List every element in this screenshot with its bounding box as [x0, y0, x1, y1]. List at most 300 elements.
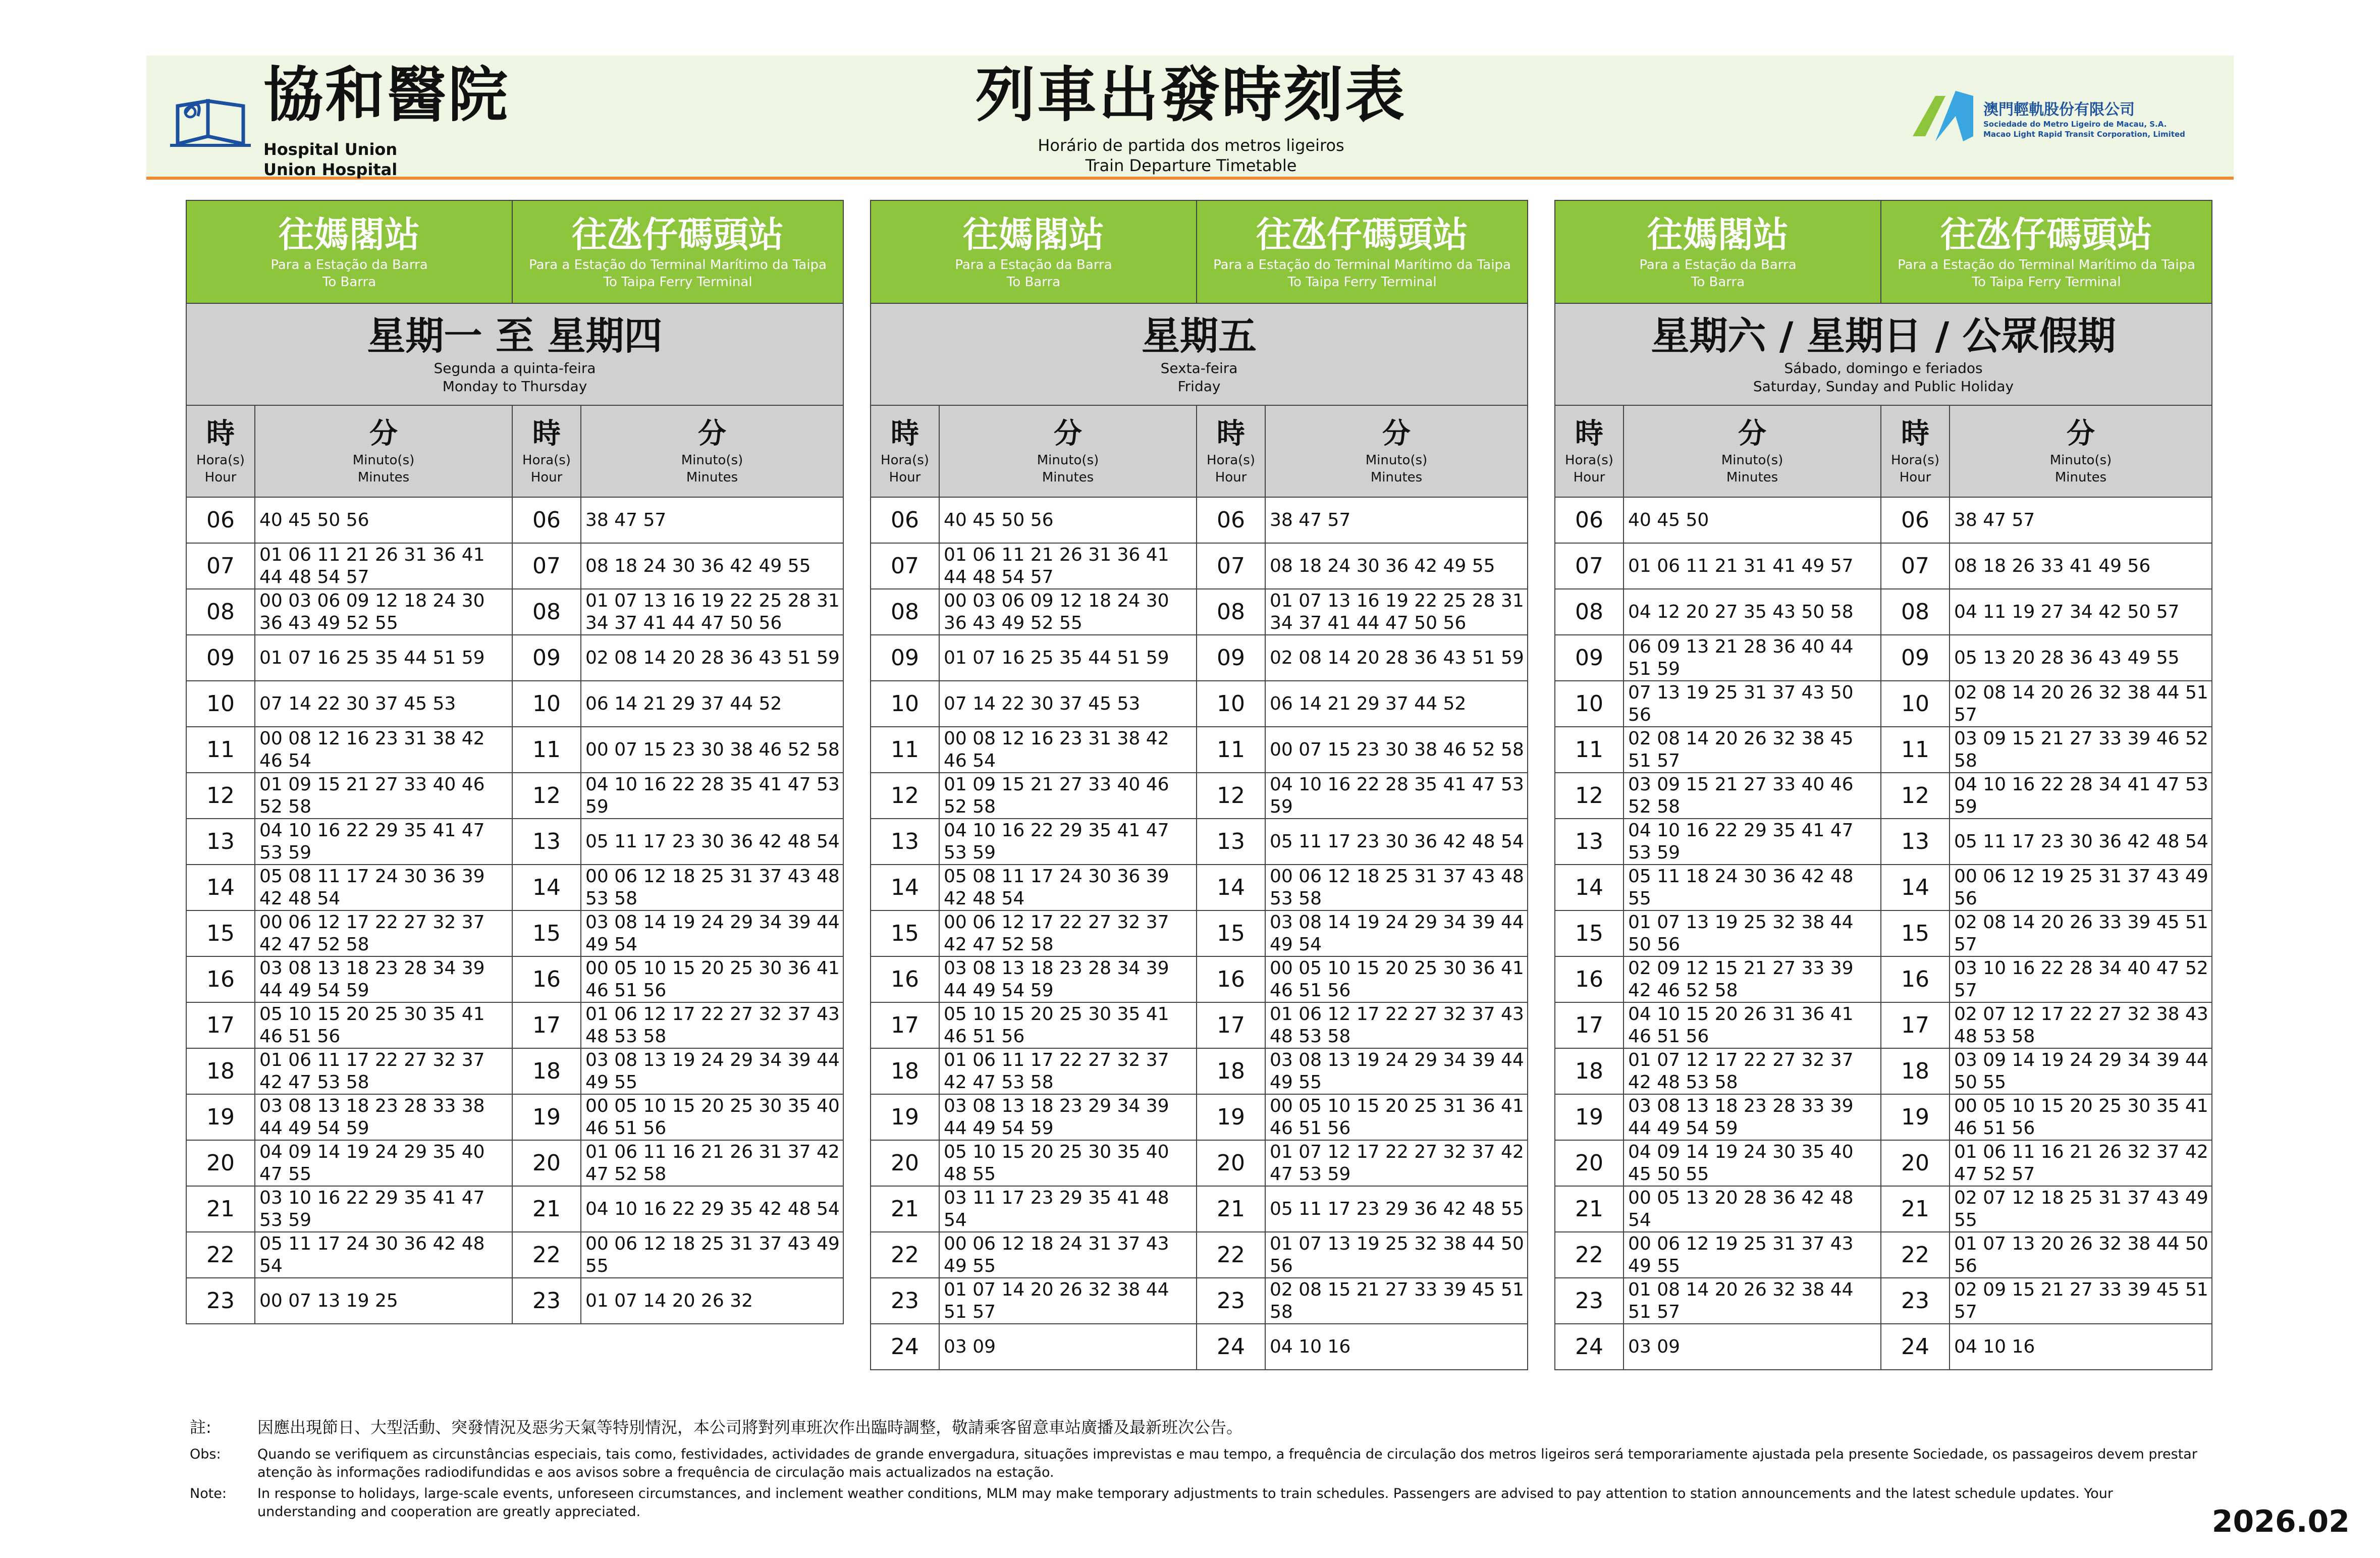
- direction-taipa-cn: 往氹仔碼頭站: [1256, 214, 1469, 255]
- day-header-row: [186, 303, 843, 405]
- table-row: [1555, 1048, 2212, 1094]
- hour-cell-barra: 17: [186, 1002, 255, 1048]
- minute-column-header: [1265, 405, 1528, 497]
- hour-cell-taipa: 07: [1197, 543, 1265, 589]
- minutes-cell-barra: 01 06 11 17 22 27 32 37 42 47 53 58: [255, 1048, 512, 1094]
- day-type-en: Saturday, Sunday and Public Holiday: [1753, 378, 2014, 395]
- table-row: [871, 956, 1528, 1002]
- table-row: [186, 1186, 843, 1232]
- minutes-cell-barra: 00 06 12 17 22 27 32 37 42 47 52 58: [255, 910, 512, 956]
- hour-cell-taipa: 21: [1197, 1186, 1265, 1232]
- minutes-cell-barra: 05 08 11 17 24 30 36 39 42 48 54: [255, 865, 512, 910]
- hour-header-en: Hour: [1899, 470, 1931, 485]
- minutes-cell-barra: 04 10 16 22 29 35 41 47 53 59: [1624, 819, 1881, 865]
- hour-cell-taipa: 09: [1881, 635, 1950, 681]
- hour-cell-taipa: 19: [1881, 1094, 1950, 1140]
- minutes-cell-taipa: 00 06 12 19 25 31 37 43 49 56: [1950, 865, 2212, 910]
- hour-header-pt: Hora(s): [522, 453, 571, 468]
- table-row: [186, 1140, 843, 1186]
- table-row: [1555, 1140, 2212, 1186]
- direction-taipa-cn: 往氹仔碼頭站: [572, 214, 784, 255]
- direction-taipa-pt: Para a Estação do Terminal Marítimo da Taipa: [1213, 257, 1511, 273]
- direction-taipa: [1881, 200, 2212, 303]
- hour-cell-barra: 24: [1555, 1324, 1624, 1370]
- minutes-cell-taipa: 02 08 14 20 26 32 38 44 51 57: [1950, 681, 2212, 727]
- hour-cell-taipa: 13: [1197, 819, 1265, 865]
- hour-cell-taipa: 10: [1881, 681, 1950, 727]
- table-row: [871, 589, 1528, 635]
- minutes-cell-taipa: 00 05 10 15 20 25 31 36 41 46 51 56: [1265, 1094, 1528, 1140]
- hour-header-cn: 時: [1575, 417, 1603, 450]
- hour-header-pt: Hora(s): [1565, 453, 1613, 468]
- hour-header-cn: 時: [1901, 417, 1930, 450]
- direction-barra-en: To Barra: [1691, 275, 1745, 290]
- day-type-en: Friday: [1177, 378, 1221, 395]
- minutes-cell-taipa: 06 14 21 29 37 44 52: [581, 681, 843, 727]
- direction-taipa-cn: 往氹仔碼頭站: [1940, 214, 2153, 255]
- minutes-cell-taipa: 05 11 17 23 30 36 42 48 54: [1265, 819, 1528, 865]
- minutes-cell-taipa: 08 18 24 30 36 42 49 55: [581, 543, 843, 589]
- hour-cell-barra: 10: [186, 681, 255, 727]
- timetable-friday: [870, 200, 1527, 1370]
- table-row: [186, 910, 843, 956]
- hour-cell-barra: 19: [1555, 1094, 1624, 1140]
- table-row: [1555, 727, 2212, 773]
- table-row: [871, 1048, 1528, 1094]
- hour-cell-taipa: 07: [512, 543, 581, 589]
- hour-cell-taipa: 19: [1197, 1094, 1265, 1140]
- minutes-cell-taipa: 03 10 16 22 28 34 40 47 52 57: [1950, 956, 2212, 1002]
- minutes-cell-taipa: 38 47 57: [1265, 497, 1528, 543]
- hour-header-cn: 時: [532, 417, 561, 450]
- table-row: [871, 1232, 1528, 1278]
- hour-cell-taipa: 08: [1197, 589, 1265, 635]
- minutes-cell-barra: 00 08 12 16 23 31 38 42 46 54: [939, 727, 1197, 773]
- hour-cell-taipa: 15: [512, 910, 581, 956]
- hour-cell-barra: 13: [871, 819, 939, 865]
- minutes-cell-barra: 40 45 50: [1624, 497, 1881, 543]
- direction-header-row: [1555, 200, 2212, 303]
- hour-header-pt: Hora(s): [196, 453, 245, 468]
- direction-barra-en: To Barra: [1006, 275, 1061, 290]
- hour-cell-barra: 15: [871, 910, 939, 956]
- note-pt-label: Obs:: [190, 1446, 221, 1462]
- minutes-cell-barra: 05 11 17 24 30 36 42 48 54: [255, 1232, 512, 1278]
- hour-cell-barra: 17: [1555, 1002, 1624, 1048]
- note-en-label: Note:: [190, 1486, 227, 1501]
- hour-cell-barra: 14: [186, 865, 255, 910]
- minutes-cell-barra: 04 10 16 22 29 35 41 47 53 59: [255, 819, 512, 865]
- edition-date: 2026.02: [2211, 1504, 2350, 1539]
- hour-cell-barra: 14: [1555, 865, 1624, 910]
- table-row: [186, 543, 843, 589]
- hour-column-header: [1197, 405, 1265, 497]
- hour-cell-barra: 22: [186, 1232, 255, 1278]
- hour-cell-taipa: 06: [1881, 497, 1950, 543]
- hour-header-en: Hour: [204, 470, 237, 485]
- hour-cell-taipa: 12: [512, 773, 581, 819]
- day-type-cn: 星期五: [1142, 313, 1257, 358]
- direction-barra: [186, 200, 512, 303]
- minutes-cell-barra: 04 12 20 27 35 43 50 58: [1624, 589, 1881, 635]
- hour-cell-barra: 08: [186, 589, 255, 635]
- minutes-cell-taipa: 01 07 13 19 25 32 38 44 50 56: [1265, 1232, 1528, 1278]
- direction-taipa-pt: Para a Estação do Terminal Marítimo da Taipa: [1898, 257, 2195, 273]
- hour-cell-barra: 11: [1555, 727, 1624, 773]
- hour-cell-barra: 06: [1555, 497, 1624, 543]
- table-row: [871, 1140, 1528, 1186]
- hour-cell-taipa: 16: [1197, 956, 1265, 1002]
- minutes-cell-barra: 00 08 12 16 23 31 38 42 46 54: [255, 727, 512, 773]
- note-en: [190, 1485, 2203, 1521]
- hour-cell-taipa: 20: [1881, 1140, 1950, 1186]
- minutes-cell-barra: 03 09: [1624, 1324, 1881, 1370]
- table-row: [1555, 773, 2212, 819]
- hour-cell-barra: 22: [1555, 1232, 1624, 1278]
- hour-cell-taipa: 14: [1197, 865, 1265, 910]
- direction-taipa-pt: Para a Estação do Terminal Marítimo da Taipa: [529, 257, 827, 273]
- hour-cell-barra: 08: [1555, 589, 1624, 635]
- hour-cell-barra: 20: [1555, 1140, 1624, 1186]
- table-row: [1555, 1186, 2212, 1232]
- direction-taipa: [512, 200, 843, 303]
- minute-header-pt: Minuto(s): [681, 453, 743, 468]
- hour-column-header: [512, 405, 581, 497]
- minutes-cell-taipa: 03 09 14 19 24 29 34 39 44 50 55: [1950, 1048, 2212, 1094]
- minutes-cell-barra: 05 10 15 20 25 30 35 41 46 51 56: [939, 1002, 1197, 1048]
- direction-barra-pt: Para a Estação da Barra: [1639, 257, 1797, 273]
- minute-header-en: Minutes: [1726, 470, 1778, 485]
- hour-cell-taipa: 16: [1881, 956, 1950, 1002]
- minutes-cell-taipa: 05 11 17 23 29 36 42 48 55: [1265, 1186, 1528, 1232]
- company-name: [1983, 101, 2215, 139]
- hour-column-header: [1555, 405, 1624, 497]
- minutes-cell-taipa: 04 10 16 22 29 35 42 48 54: [581, 1186, 843, 1232]
- minutes-cell-barra: 05 11 18 24 30 36 42 48 55: [1624, 865, 1881, 910]
- hour-header-en: Hour: [530, 470, 563, 485]
- minutes-cell-taipa: 04 10 16 22 28 35 41 47 53 59: [1265, 773, 1528, 819]
- minutes-cell-taipa: 02 09 15 21 27 33 39 45 51 57: [1950, 1278, 2212, 1324]
- direction-barra: [1555, 200, 1881, 303]
- minutes-cell-taipa: 00 06 12 18 25 31 37 43 48 53 58: [1265, 865, 1528, 910]
- hour-cell-taipa: 24: [1881, 1324, 1950, 1370]
- day-type: [186, 303, 843, 405]
- hour-column-header: [871, 405, 939, 497]
- hospital-name-cn: 協和醫院: [263, 60, 510, 130]
- hour-cell-taipa: 14: [512, 865, 581, 910]
- page-subtitle: [807, 135, 1575, 176]
- direction-barra-cn: 往媽閣站: [1647, 214, 1789, 255]
- minute-header-cn: 分: [1738, 417, 1766, 450]
- minutes-cell-barra: 00 06 12 19 25 31 37 43 49 55: [1624, 1232, 1881, 1278]
- hour-header-pt: Hora(s): [1207, 453, 1255, 468]
- day-type-cn: 星期一 至 星期四: [367, 313, 663, 358]
- minutes-cell-barra: 01 07 13 19 25 32 38 44 50 56: [1624, 910, 1881, 956]
- note-pt-text: Quando se verifiquem as circunstâncias especiais, tais como, festividades, actividades de grande envergadura, situações imprevistas e mau tempo, a frequência de circulação dos metros ligeiros será temporariamente ajustada pela presente Sociedade, os passageiros devem prestar atenção às informações radiodifundidas e aos avisos sobre a frequência de circulação mais actualizados na estação.: [257, 1446, 2197, 1480]
- table-row: [871, 819, 1528, 865]
- hour-cell-taipa: 23: [1881, 1278, 1950, 1324]
- hospital-logo-icon: [168, 86, 253, 151]
- minutes-cell-taipa: 01 06 11 16 21 26 31 37 42 47 52 58: [581, 1140, 843, 1186]
- table-row: [1555, 543, 2212, 589]
- hour-cell-barra: 18: [1555, 1048, 1624, 1094]
- table-row: [1555, 1278, 2212, 1324]
- minutes-cell-taipa: 00 06 12 18 25 31 37 43 49 55: [581, 1232, 843, 1278]
- minutes-cell-barra: 05 10 15 20 25 30 35 41 46 51 56: [255, 1002, 512, 1048]
- timetable-weekend-holiday: [1554, 200, 2211, 1370]
- column-header-row: [871, 405, 1528, 497]
- hour-header-cn: 時: [891, 417, 919, 450]
- hour-cell-taipa: 15: [1881, 910, 1950, 956]
- hour-cell-barra: 07: [186, 543, 255, 589]
- minutes-cell-taipa: 01 07 13 20 26 32 38 44 50 56: [1950, 1232, 2212, 1278]
- minutes-cell-barra: 00 06 12 18 24 31 37 43 49 55: [939, 1232, 1197, 1278]
- hour-cell-taipa: 06: [512, 497, 581, 543]
- table-row: [1555, 910, 2212, 956]
- minutes-cell-taipa: 04 10 16 22 28 35 41 47 53 59: [581, 773, 843, 819]
- hour-cell-barra: 07: [871, 543, 939, 589]
- hour-cell-taipa: 21: [512, 1186, 581, 1232]
- hour-header-pt: Hora(s): [881, 453, 929, 468]
- table-row: [871, 543, 1528, 589]
- minutes-cell-barra: 03 08 13 18 23 28 33 39 44 49 54 59: [1624, 1094, 1881, 1140]
- minutes-cell-taipa: 02 07 12 18 25 31 37 43 49 55: [1950, 1186, 2212, 1232]
- minutes-cell-taipa: 02 08 14 20 28 36 43 51 59: [581, 635, 843, 681]
- hour-cell-taipa: 17: [1197, 1002, 1265, 1048]
- direction-taipa-en: To Taipa Ferry Terminal: [1287, 275, 1437, 290]
- day-type: [871, 303, 1528, 405]
- minutes-cell-barra: 00 03 06 09 12 18 24 30 36 43 49 52 55: [939, 589, 1197, 635]
- table-row: [871, 727, 1528, 773]
- hour-cell-taipa: 06: [1197, 497, 1265, 543]
- note-en-text: In response to holidays, large-scale events, unforeseen circumstances, and inclement weather conditions, MLM may make temporary adjustments to train schedules. Passengers are advised to pay attention to station announcements and the latest schedule updates. Your understanding and cooperation are greatly appreciated.: [257, 1486, 2114, 1520]
- company-name-en: Macao Light Rapid Transit Corporation, Limited: [1983, 130, 2185, 139]
- minutes-cell-barra: 00 05 13 20 28 36 42 48 54: [1624, 1186, 1881, 1232]
- hour-cell-taipa: 17: [512, 1002, 581, 1048]
- hour-cell-taipa: 16: [512, 956, 581, 1002]
- day-type-pt: Sexta-feira: [1160, 360, 1238, 377]
- minutes-cell-barra: 02 09 12 15 21 27 33 39 42 46 52 58: [1624, 956, 1881, 1002]
- hour-cell-barra: 13: [1555, 819, 1624, 865]
- minutes-cell-barra: 00 07 13 19 25: [255, 1278, 512, 1324]
- hour-column-header: [186, 405, 255, 497]
- hour-header-en: Hour: [889, 470, 921, 485]
- minutes-cell-barra: 02 08 14 20 26 32 38 45 51 57: [1624, 727, 1881, 773]
- minutes-cell-barra: 03 09: [939, 1324, 1197, 1370]
- minute-column-header: [1950, 405, 2212, 497]
- table-row: [186, 1048, 843, 1094]
- minutes-cell-taipa: 05 13 20 28 36 43 49 55: [1950, 635, 2212, 681]
- minute-header-cn: 分: [1054, 417, 1082, 450]
- direction-barra-cn: 往媽閣站: [279, 214, 420, 255]
- company-name-cn: 澳門輕軌股份有限公司: [1983, 101, 2135, 119]
- minutes-cell-taipa: 03 08 13 19 24 29 34 39 44 49 55: [581, 1048, 843, 1094]
- hour-cell-taipa: 08: [1881, 589, 1950, 635]
- table-row: [186, 1278, 843, 1324]
- hour-cell-barra: 19: [871, 1094, 939, 1140]
- hour-header-cn: 時: [206, 417, 235, 450]
- hour-cell-barra: 16: [871, 956, 939, 1002]
- minutes-cell-taipa: 06 14 21 29 37 44 52: [1265, 681, 1528, 727]
- minute-header-pt: Minuto(s): [1365, 453, 1428, 468]
- minutes-cell-taipa: 00 05 10 15 20 25 30 36 41 46 51 56: [581, 956, 843, 1002]
- hour-cell-barra: 18: [871, 1048, 939, 1094]
- minutes-cell-taipa: 01 06 11 16 21 26 32 37 42 47 52 57: [1950, 1140, 2212, 1186]
- timetable-mon-thu: [186, 200, 843, 1324]
- direction-barra-pt: Para a Estação da Barra: [271, 257, 428, 273]
- hospital-name-latin: [263, 139, 397, 180]
- minute-header-en: Minutes: [357, 470, 410, 485]
- timetable: [1554, 200, 2212, 1370]
- minutes-cell-taipa: 04 10 16: [1265, 1324, 1528, 1370]
- table-row: [871, 1324, 1528, 1370]
- hour-header-en: Hour: [1215, 470, 1247, 485]
- hour-header-en: Hour: [1573, 470, 1605, 485]
- day-type: [1555, 303, 2212, 405]
- minutes-cell-barra: 01 08 14 20 26 32 38 44 51 57: [1624, 1278, 1881, 1324]
- hour-cell-barra: 12: [871, 773, 939, 819]
- table-row: [186, 773, 843, 819]
- hour-cell-barra: 23: [186, 1278, 255, 1324]
- minutes-cell-taipa: 38 47 57: [1950, 497, 2212, 543]
- minute-header-cn: 分: [698, 417, 727, 450]
- table-row: [871, 1186, 1528, 1232]
- minutes-cell-barra: 04 10 16 22 29 35 41 47 53 59: [939, 819, 1197, 865]
- minutes-cell-barra: 07 14 22 30 37 45 53: [255, 681, 512, 727]
- minute-header-cn: 分: [2067, 417, 2095, 450]
- page-title: 列車出發時刻表: [975, 60, 1407, 130]
- minutes-cell-taipa: 04 11 19 27 34 42 50 57: [1950, 589, 2212, 635]
- hour-cell-taipa: 20: [512, 1140, 581, 1186]
- table-row: [186, 1002, 843, 1048]
- table-row: [871, 497, 1528, 543]
- minutes-cell-barra: 05 08 11 17 24 30 36 39 42 48 54: [939, 865, 1197, 910]
- note-cn-label: 註:: [190, 1418, 211, 1437]
- minutes-cell-barra: 01 09 15 21 27 33 40 46 52 58: [939, 773, 1197, 819]
- hour-cell-taipa: 11: [1197, 727, 1265, 773]
- hour-column-header: [1881, 405, 1950, 497]
- hour-cell-taipa: 10: [512, 681, 581, 727]
- hour-cell-taipa: 22: [1881, 1232, 1950, 1278]
- timetable: [870, 200, 1528, 1370]
- minute-column-header: [255, 405, 512, 497]
- minutes-cell-barra: 01 07 14 20 26 32 38 44 51 57: [939, 1278, 1197, 1324]
- minute-header-cn: 分: [1382, 417, 1411, 450]
- minutes-cell-taipa: 02 08 14 20 26 33 39 45 51 57: [1950, 910, 2212, 956]
- minutes-cell-barra: 06 09 13 21 28 36 40 44 51 59: [1624, 635, 1881, 681]
- table-row: [1555, 956, 2212, 1002]
- table-row: [871, 773, 1528, 819]
- minutes-cell-barra: 04 09 14 19 24 29 35 40 47 55: [255, 1140, 512, 1186]
- direction-barra-cn: 往媽閣站: [963, 214, 1104, 255]
- minutes-cell-taipa: 01 06 12 17 22 27 32 37 43 48 53 58: [1265, 1002, 1528, 1048]
- minutes-cell-taipa: 03 08 14 19 24 29 34 39 44 49 54: [1265, 910, 1528, 956]
- minute-header-cn: 分: [369, 417, 398, 450]
- day-type-pt: Sábado, domingo e feriados: [1784, 360, 1983, 377]
- hour-header-cn: 時: [1217, 417, 1246, 450]
- minutes-cell-barra: 01 07 12 17 22 27 32 37 42 48 53 58: [1624, 1048, 1881, 1094]
- hour-cell-taipa: 12: [1197, 773, 1265, 819]
- direction-taipa-en: To Taipa Ferry Terminal: [1972, 275, 2121, 290]
- table-row: [871, 681, 1528, 727]
- minutes-cell-taipa: 01 07 14 20 26 32: [581, 1278, 843, 1324]
- minutes-cell-barra: 01 07 16 25 35 44 51 59: [939, 635, 1197, 681]
- table-row: [871, 910, 1528, 956]
- hour-cell-barra: 21: [186, 1186, 255, 1232]
- table-row: [1555, 681, 2212, 727]
- column-header-row: [1555, 405, 2212, 497]
- hour-cell-taipa: 18: [1197, 1048, 1265, 1094]
- hour-cell-barra: 08: [871, 589, 939, 635]
- hour-cell-barra: 06: [871, 497, 939, 543]
- minutes-cell-barra: 40 45 50 56: [939, 497, 1197, 543]
- hour-header-pt: Hora(s): [1891, 453, 1939, 468]
- hour-cell-taipa: 19: [512, 1094, 581, 1140]
- hour-cell-barra: 22: [871, 1232, 939, 1278]
- hour-cell-barra: 10: [871, 681, 939, 727]
- minutes-cell-taipa: 00 07 15 23 30 38 46 52 58: [1265, 727, 1528, 773]
- minutes-cell-barra: 03 11 17 23 29 35 41 48 54: [939, 1186, 1197, 1232]
- table-row: [186, 635, 843, 681]
- header-divider: [146, 177, 2234, 180]
- table-row: [186, 1232, 843, 1278]
- table-row: [186, 1094, 843, 1140]
- table-row: [186, 956, 843, 1002]
- table-row: [871, 1278, 1528, 1324]
- table-row: [1555, 819, 2212, 865]
- hour-cell-taipa: 12: [1881, 773, 1950, 819]
- minute-header-pt: Minuto(s): [1037, 453, 1099, 468]
- hour-cell-taipa: 23: [1197, 1278, 1265, 1324]
- minutes-cell-taipa: 02 08 14 20 28 36 43 51 59: [1265, 635, 1528, 681]
- minutes-cell-barra: 03 08 13 18 23 28 33 38 44 49 54 59: [255, 1094, 512, 1140]
- direction-header-row: [186, 200, 843, 303]
- direction-barra: [871, 200, 1197, 303]
- table-row: [1555, 589, 2212, 635]
- minutes-cell-taipa: 38 47 57: [581, 497, 843, 543]
- minute-column-header: [1624, 405, 1881, 497]
- minutes-cell-barra: 03 08 13 18 23 28 34 39 44 49 54 59: [939, 956, 1197, 1002]
- minutes-cell-taipa: 04 10 16 22 28 34 41 47 53 59: [1950, 773, 2212, 819]
- minutes-cell-taipa: 03 08 14 19 24 29 34 39 44 49 54: [581, 910, 843, 956]
- table-row: [871, 1002, 1528, 1048]
- timetable: [186, 200, 844, 1324]
- minutes-cell-barra: 03 10 16 22 29 35 41 47 53 59: [255, 1186, 512, 1232]
- hour-cell-barra: 20: [186, 1140, 255, 1186]
- hour-cell-barra: 13: [186, 819, 255, 865]
- minutes-cell-taipa: 00 06 12 18 25 31 37 43 48 53 58: [581, 865, 843, 910]
- hour-cell-taipa: 11: [512, 727, 581, 773]
- hour-cell-barra: 16: [1555, 956, 1624, 1002]
- hour-cell-taipa: 24: [1197, 1324, 1265, 1370]
- hour-cell-taipa: 20: [1197, 1140, 1265, 1186]
- hour-cell-taipa: 09: [512, 635, 581, 681]
- day-header-row: [1555, 303, 2212, 405]
- minute-header-pt: Minuto(s): [2049, 453, 2112, 468]
- hour-cell-taipa: 11: [1881, 727, 1950, 773]
- hour-cell-taipa: 23: [512, 1278, 581, 1324]
- direction-barra-pt: Para a Estação da Barra: [955, 257, 1112, 273]
- minute-column-header: [581, 405, 843, 497]
- minutes-cell-taipa: 00 05 10 15 20 25 30 35 41 46 51 56: [1950, 1094, 2212, 1140]
- minutes-cell-taipa: 01 07 13 16 19 22 25 28 31 34 37 41 44 47 50 56: [1265, 589, 1528, 635]
- minutes-cell-taipa: 05 11 17 23 30 36 42 48 54: [581, 819, 843, 865]
- minutes-cell-barra: 00 03 06 09 12 18 24 30 36 43 49 52 55: [255, 589, 512, 635]
- column-header-row: [186, 405, 843, 497]
- hour-cell-barra: 15: [186, 910, 255, 956]
- minute-header-en: Minutes: [1042, 470, 1094, 485]
- minutes-cell-barra: 01 09 15 21 27 33 40 46 52 58: [255, 773, 512, 819]
